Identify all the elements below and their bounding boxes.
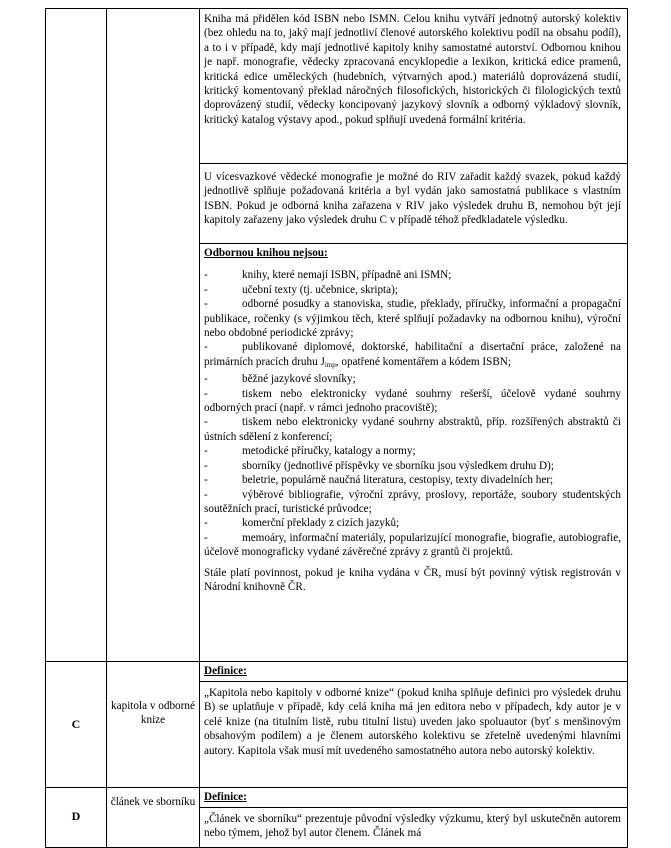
definition-heading: Definice: [204, 791, 247, 803]
list-item: - memoáry, informační materiály, popularizující monografie, biografie, autobiografie, účelově monograficky vydané závěrečné zprávy z grantů či projektů. [204, 531, 621, 559]
list-item: - beletrie, populárně naučná literatura, cestopisy, texty divadelních her; [204, 474, 554, 487]
row-divider [46, 787, 627, 788]
list-item: - tiskem nebo elektronicky vydané souhrny rešerší, účelově vydané souhrny odborných prací (např. v rámci jednoho pracoviště); [204, 387, 621, 415]
row-c-name: kapitola v odborné knize [111, 700, 195, 727]
row-d-code: D [71, 809, 81, 823]
list-item: - knihy, které nemají ISBN, případně ani ISMN; [204, 269, 452, 282]
column-divider [199, 9, 200, 847]
row-divider [46, 661, 627, 662]
row-c-definition-block [204, 664, 621, 678]
requirements-table [45, 8, 628, 848]
row-b-paragraph-2: U vícesvazkové vědecké monografie je možné do RIV zařadit každý svazek, pokud každý jednotlivě splňuje požadovaná kritéria a byl vydán jako samostatná publikace s vlastním ISBN. Pokud je odborná kniha zařazena v RIV jako výsledek druhu B, nemohou být její kapitoly zařazeny jako výsledek druhu C v případě téhož předkladatele výsledku. [204, 171, 621, 227]
row-c-definition: „Kapitola nebo kapitoly v odborné knize“ (pokud kniha splňuje definici pro výsledek druhu B) se uplatňuje v případě, kdy celá kniha má jen editora nebo v případech, kdy autor je v celé knize (na titulním listě, rubu titulní listu) uveden jako spoluautor (byť s menšinovým obsahovým podílem) a je členem autorského kolektivu se zřetelně uvedenými hlavními autory. Kapitola však musí mít uvedeného samostatného autora nebo autorský kolektiv. [204, 687, 621, 757]
list-item: - tiskem nebo elektronicky vydané souhrny abstraktů, příp. rozšířených abstraktů či ústních sdělení z konferencí; [204, 416, 621, 443]
row-c-definition-text-wrap [204, 686, 621, 758]
cell-separator [199, 681, 627, 682]
list-item: - sborníky (jednotlivé příspěvky ve sborníku jsou výsledkem druhu D); [204, 459, 554, 472]
list-item: - výběrové bibliografie, výroční zprávy, proslovy, reportáže, soubory studentských soutěžních prací, turistické průvodce; [204, 488, 621, 515]
cell-separator [199, 243, 627, 244]
row-d-definition-block [204, 790, 621, 804]
row-b-exclusions [204, 246, 621, 594]
row-b-description [204, 12, 621, 127]
list-item: - komerční překlady z cizích jazyků; [204, 517, 400, 530]
row-b-multivolume [204, 170, 621, 228]
cell-separator [199, 807, 627, 808]
row-d-name: článek ve sborníku [110, 796, 196, 808]
row-b-paragraph-1: Kniha má přidělen kód ISBN nebo ISMN. Celou knihu vytváří jednotný autorský kolektiv (bez ohledu na to, jaký mají jednotliví členové autorského kolektivu podíl na obsahu podíl), a to i v případě, kdy mají jednotlivé kapitoly knihy samostatné autorství. Odbornou knihou je např. monografie, vědecky zpracovaná encyklopedie a lexikon, kritická edice pramenů, kritická edice uměleckých (hudebních, výtvarných apod.) materiálů doprovázená studií, kritický komentovaný překlad náročných filosofických, historických či filologických textů doprovázený studií, vědecky koncipovaný jazykový slovník a odborný výkladový slovník, kritický katalog výstavy apod., pokud splňují uvedená formální kritéria. [204, 13, 621, 126]
list-item: - běžné jazykové slovníky; [204, 373, 356, 386]
not-books-heading: Odbornou knihou nejsou: [204, 247, 328, 259]
list-item: - odborné posudky a stanoviska, studie, překlady, příručky, informační a propagační publikace, ročenky (s výjimkou těch, které splňují požadavky na odbornou knihu), výroční nebo obdobné periodické zprávy; [204, 298, 621, 340]
cell-separator [199, 163, 627, 164]
definition-heading: Definice: [204, 665, 247, 677]
list-item: - metodické příručky, katalogy a normy; [204, 445, 416, 458]
list-item: - učební texty (tj. učebnice, skripta); [204, 283, 398, 296]
row-c-code: C [71, 717, 81, 731]
row-d-definition-text-wrap [204, 812, 621, 841]
row-d-definition: „Článek ve sborníku“ prezentuje původní výsledky výzkumu, který byl uskutečněn autorem nebo týmem, jehož byl autor členem. Článek má [204, 813, 621, 840]
row-b-paragraph-3: Stále platí povinnost, pokud je kniha vydána v ČR, musí být povinný výtisk registrován v Národní knihovně ČR. [204, 566, 621, 593]
list-item: - publikované diplomové, doktorské, habilitační a disertační práce, založené na primárních pracích druhu $J_{imp}$, opatřené komentářem a kódem ISBN; [204, 341, 621, 369]
